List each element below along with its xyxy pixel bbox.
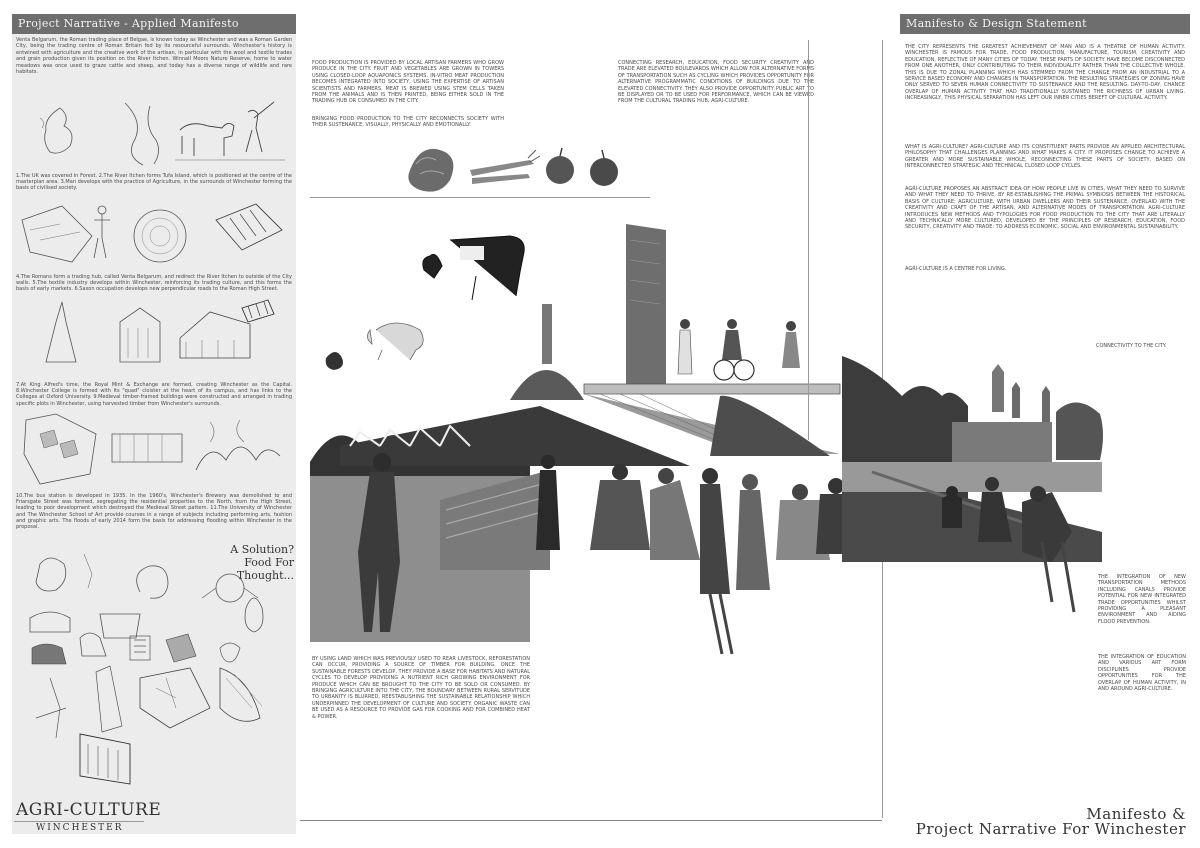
manifesto-para-2: WHAT IS AGRI-CULTURE? AGRI-CULTURE AND ITS CONSTITUENT PARTS PROVIDE AN APPLIED ARCHITECTURAL PHILOSOPHY THAT CHALLENGES PLANNING AND WHAT MAKES A CITY. IT PROPOSES CHANGE TO ACHIEVE A GREATER AND MORE SUSTAINABLE WHOLE, RECONNECTING THESE PARTS OF SOCIETY, BASED ON INTERCONNECTED STRATEGIC AND TECHNICAL CLOSED LOOP CYCLES. bbox=[905, 144, 1185, 170]
history-sketches-row-3 bbox=[20, 298, 290, 376]
footer-title-line-2: Project Narrative For Winchester bbox=[915, 820, 1186, 838]
divider-line bbox=[808, 40, 809, 440]
brand-title: AGRI-CULTURE bbox=[16, 800, 162, 820]
produce-images bbox=[400, 140, 630, 200]
reforestation-text: BY USING LAND WHICH WAS PREVIOUSLY USED TO REAR LIVESTOCK, REFORESTATION CAN OCCUR, PROVIDING A SOURCE OF TIMBER FOR BUILDING. ONCE THE SUSTAINABLE FORESTS DEVELOP, THEY PROVIDE A BASE FOR HABITATS AND NATURAL CYCLES TO DEVELOP PROVIDING A NUTRIENT RICH GROWING ENVIRONMENT FOR PRODUCE WHICH CAN BE BROUGHT TO THE CITY TO BE SOLD OR CONSUMED. BY BRINGING AGRICULTURE INTO THE CITY, THE BOUNDARY BETWEEN RURAL SERVITUDE TO URBANITY IS BLURRED, REESTABLISHING THE SUSTAINABLE RELATIONSHIP WHICH UNDERPINNED THE DEVELOPMENT OF CULTURE AND SOCIETY. ORGANIC WASTE CAN BE USED AS A RESOURCE TO PROVIDE GAS FOR COOKING AND FOR COMBINED HEAT & POWER. bbox=[312, 656, 530, 720]
brand-rule bbox=[14, 821, 144, 822]
solution-line-1: A Solution? bbox=[230, 543, 294, 556]
footer-rule bbox=[300, 820, 882, 821]
intro-text: Venta Belgarum, the Roman trading place of Belgae, is known today as Winchester and was a Roman Garden City, being the trading centre of Roman Britain fed by its resourceful surrounds. Winchester's history is entwined with agriculture and the creative work of the artisan, in particular with the wool and textile trades and grain production given its position on the River Itchen. Winnall Moors Nature Reserve, home to water meadows was once used to graze cattle and sheep, and today has a diverse range of wildlife and rare habitats. bbox=[16, 37, 292, 76]
connectivity-label: CONNECTIVITY TO THE CITY. bbox=[1096, 343, 1167, 349]
transportation-text: THE INTEGRATION OF NEW TRANSPORTATION METHODS INCLUDING CANALS PROVIDE POTENTIAL FOR NEW INTEGRATED TRADE OPPORTUNITIES WHILST PROVIDING A PLEASANT ENVIRONMENT AND AIDING FLOOD PREVENTION. bbox=[1098, 574, 1186, 625]
guide-line bbox=[310, 197, 650, 198]
caption-4: 10.The bus station is developed in 1935. In the 1960's, Winchester's Brewery was demolished to and Friarsgate Street was formed, segregating the residential properties to the North, from the High Street, leading to poor development which destroyed the Medieval Street pattern. 11.The University of Winchester and The Winchester School of Art provide courses in a range of subjects including performing arts, fashion and graphic arts. The floods of early 2014 form the basis for addressing flooding within Winchester in the proposal. bbox=[16, 493, 292, 531]
caption-2: 4.The Romans form a trading hub, called Venta Belgarum, and redirect the River Itchen to outside of the City walls. 5.The textile industry develops within Winchester, reinforcing its trading culture, and this forms the basis of early markets. 6.Saxon occupation develops new perpendicular roads to the Roman High Street. bbox=[16, 274, 292, 293]
manifesto-para-1: THE CITY REPRESENTS THE GREATEST ACHIEVEMENT OF MAN AND IS A THEATRE OF HUMAN ACTIVITY. WINCHESTER IS FAMOUS FOR TRADE, FOOD PRODUCTION, MANUFACTURE, TOURISM, CREATIVITY AND EDUCATION, REFLECTIVE OF MANY CITIES OF TODAY. THESE PARTS OF SOCIETY HAVE BECOME DISCONNECTED FROM ONE ANOTHER, ONLY CONTRIBUTING TO THEIR INDIVIDUALITY RATHER THAN THE COLLECTIVE WHOLE. THIS IS DUE TO ZONAL PLANNING WHICH HAS STEMMED FROM THE CHANGE FROM AN INDUSTRIAL TO A SERVICE BASED ECONOMY AND CHANGES IN TRANSPORTATION. THE RESULTING STRATEGIES OF ZONING HAVE ONLY SERVED TO SEVER HUMAN CONNECTIVITY TO SUSTENANCE AND THE RESULTING, DAY-TO-DAY, CHANCE OVERLAP OF HUMAN ACTIVITY THAT HAD TRADITIONALLY SUSTAINED THE RICHNESS OF URBAN LIVING. INCREASINGLY, THIS PHYSICAL SEPARATION HAS LEFT OUR INNER CITIES BEREFT OF CULTURAL ACTIVITY. bbox=[905, 44, 1185, 102]
manifesto-para-4: AGRI-CULTURE IS A CENTRE FOR LIVING. bbox=[905, 266, 1007, 272]
history-sketches-row-4 bbox=[20, 410, 290, 488]
history-sketches-row-1 bbox=[20, 98, 290, 168]
footer-title-line-1: Manifesto & bbox=[1086, 805, 1186, 823]
caption-1: 1.The UK was covered in Forest. 2.The River Itchen forms Tufa Island, which is positioned at the centre of the masterplan area. 3.Man develops with the practice of Agriculture, in the surrounds of Winchester forming the basis of civilised society. bbox=[16, 173, 292, 192]
food-sketch-collage bbox=[20, 548, 290, 798]
brand-subtitle: WINCHESTER bbox=[36, 823, 124, 833]
manifesto-para-3: AGRI-CULTURE PROPOSES AN ABSTRACT IDEA OF HOW PEOPLE LIVE IN CITIES, WHAT THEY NEED TO SURVIVE AND WHAT THEY NEED TO THRIVE, BY RE-ESTABLISHING THE PRIMAL SYMBIOSIS BETWEEN THE HISTORICAL BASIS OF CULTURE; AGRICULTURE, WITH URBAN DWELLERS AND THEIR SUSTENANCE, OVERLAID WITH THE CREATIVITY AND CRAFT OF THE ARTISAN, AND ALTERNATIVE MODES OF TRANSPORTATION. AGRI-CULTURE INTRODUCES NEW METHODS AND TYPOLOGIES FOR FOOD PRODUCTION TO THE CITY THAT ARE LITERALLY AND TECHNICALLY MORE CULTURED, DEVELOPED BY THE PRINCIPLES OF RESEARCH, EDUCATION, FOOD SECURITY, CREATIVITY AND TRADE: TO ADDRESS ECONOMIC, SOCIAL AND ENVIRONMENTAL SUSTAINABILITY. bbox=[905, 186, 1185, 231]
education-text: THE INTEGRATION OF EDUCATION AND VARIOUS ART FORM DISCIPLINES PROVIDE OPPORTUNITIES FOR THE OVERLAP OF HUMAN ACTIVITY, IN AND AROUND AGRI-CULTURE. bbox=[1098, 654, 1186, 693]
manifesto-header: Manifesto & Design Statement bbox=[900, 14, 1190, 34]
connecting-text: CONNECTING RESEARCH, EDUCATION, FOOD SECURITY CREATIVITY AND TRADE ARE ELEVATED BOULEVARDS WHICH ALLOW FOR ALTERNATIVE FORMS OF TRANSPORTATION SUCH AS CYCLING WHICH PROVIDES OPPORTUNITY FOR ALTERNATIVE PROGRAMMATIC CONDITIONS OF BUILDINGS DUE TO THE ELEVATED CONNECTIVITY. THEY ALSO PROVIDE OPPORTUNITY PUBLIC ART TO BE DISPLAYED OR TO BE USED FOR PERFORMANCE, WHICH CAN BE VIEWED FROM THE CULTURAL TRADING HUB, AGRI-CULTURE. bbox=[618, 60, 814, 105]
solution-line-2: Food For Thought... bbox=[236, 556, 294, 582]
history-sketches-row-2 bbox=[20, 200, 290, 270]
reconnect-text: BRINGING FOOD PRODUCTION TO THE CITY RECONNECTS SOCIETY WITH THEIR SUSTENANCE, VISUALLY, PHYSICALLY AND EMOTIONALLY. bbox=[312, 116, 504, 129]
market-collage-image bbox=[300, 200, 900, 700]
food-production-text: FOOD PRODUCTION IS PROVIDED BY LOCAL ARTISAN FARMERS WHO GROW PRODUCE IN THE CITY. FRUIT AND VEGETABLES ARE GROWN IN TOWERS USING CLOSED-LOOP AQUAPONICS SYSTEMS. IN-VITRO MEAT PRODUCTION BECOMES INTEGRATED INTO SOCIETY, USING THE EXPERTISE OF ARTISAN SCIENTISTS AND FARMERS. MEAT IS BREWED USING STEM CELLS TAKEN FROM THE ANIMALS AND IS THEN PRINTED, BEING EITHER SOLD IN THE TRADING HUB OR CONSUMED IN THE CITY. bbox=[312, 60, 504, 105]
narrative-header: Project Narrative - Applied Manifesto bbox=[12, 14, 296, 34]
footer-title bbox=[916, 807, 1186, 837]
caption-3: 7.At King Alfred's time, the Royal Mint & Exchange are formed, creating Winchester as the Capital. 8.Winchester College is formed with its "quad" cloister at the heart of its campus, and has links to the Colleges at Oxford University. 9.Medieval timber-framed buildings were constructed and arranged in trading specific plots in Winchester, using harvested timber from Winchester's surrounds. bbox=[16, 382, 292, 407]
